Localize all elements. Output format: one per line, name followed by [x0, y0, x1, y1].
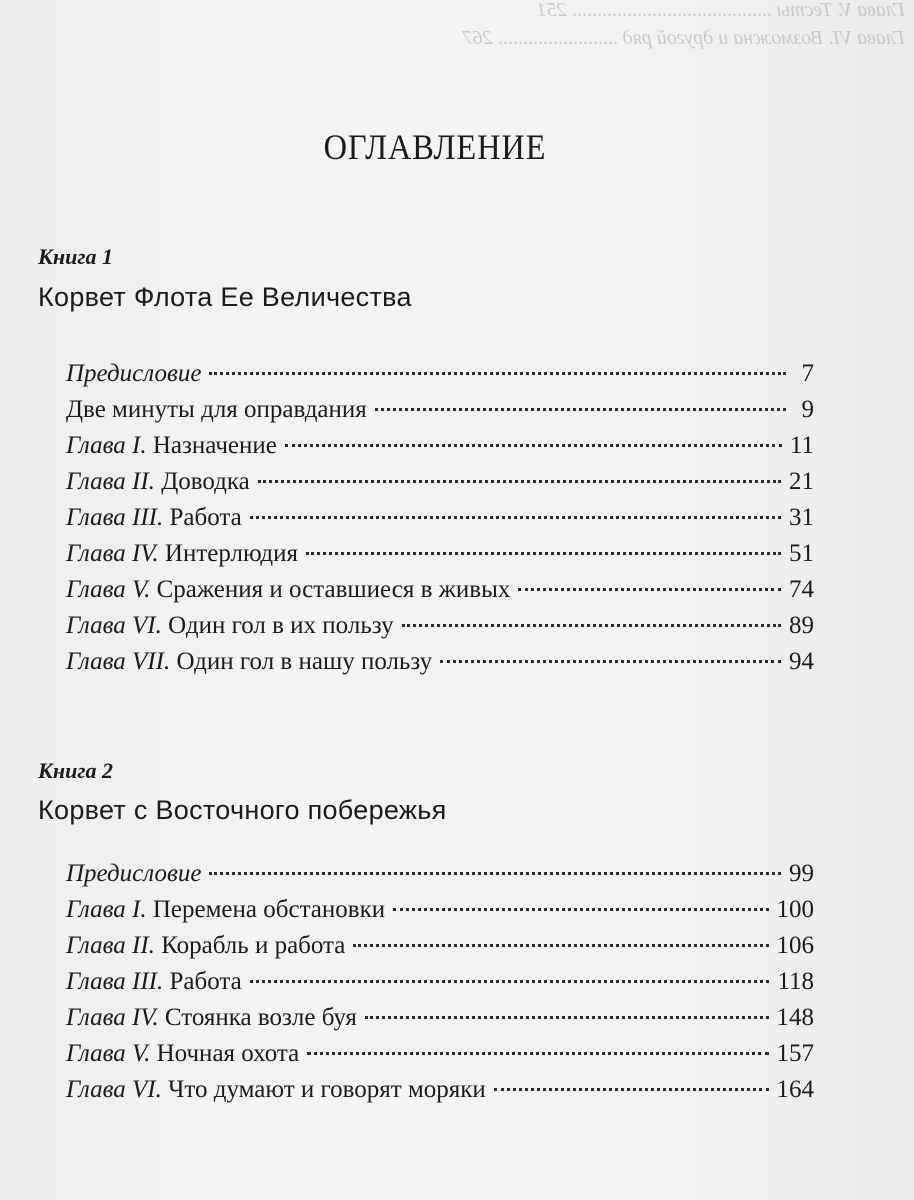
page-title: ОГЛАВЛЕНИЕ: [323, 127, 547, 167]
book-1-title: Корвет Флота Ее Величества: [38, 282, 412, 312]
book-1-label: Книга 1: [38, 244, 113, 269]
dot-leader: [375, 381, 786, 417]
book-2-title: Корвет с Восточного побережья: [38, 795, 447, 825]
entry-label: Глава V. Сражения и оставшиеся в живых: [66, 576, 511, 603]
entry-label: Глава VI. Что думают и говорят моряки: [66, 1076, 486, 1103]
entry-page-number: 106: [776, 932, 814, 959]
entry-label: Глава I. Перемена обстановки: [66, 896, 386, 923]
dot-leader: [258, 453, 781, 489]
dot-leader: [250, 953, 770, 989]
dot-leader: [209, 845, 781, 881]
dot-leader: [402, 597, 781, 633]
book-1-entries: [66, 345, 814, 675]
entry-label: Глава III. Работа: [66, 968, 242, 995]
entry-page-number: 9: [801, 396, 814, 423]
bleed-line: Глава V. Тесты ........................................ 251: [536, 0, 905, 21]
entry-page-number: 118: [777, 968, 814, 995]
dot-leader: [250, 489, 781, 525]
entry-page-number: 11: [789, 432, 814, 459]
entry-page-number: 51: [789, 540, 814, 567]
bleed-through-text: [462, 0, 905, 52]
dot-leader: [494, 1061, 769, 1097]
entry-page-number: 100: [776, 896, 814, 923]
toc-entry[interactable]: [66, 345, 814, 387]
dot-leader: [306, 525, 781, 561]
entry-page-number: 89: [789, 612, 814, 639]
entry-page-number: 74: [789, 576, 814, 603]
entry-label: Две минуты для оправдания: [66, 396, 367, 423]
entry-label: Глава IV. Интерлюдия: [66, 540, 299, 567]
entry-label: Глава II. Доводка: [66, 468, 250, 495]
book-2-label: Книга 2: [38, 758, 113, 783]
entry-label: Глава VII. Один гол в нашу пользу: [66, 648, 433, 675]
entry-label: Глава III. Работа: [66, 504, 242, 531]
entry-label: Глава II. Корабль и работа: [66, 932, 346, 959]
dot-leader: [440, 633, 781, 669]
entry-label: Глава V. Ночная охота: [66, 1040, 300, 1067]
dot-leader: [209, 345, 786, 381]
entry-page-number: 99: [789, 860, 814, 887]
entry-page-number: 157: [776, 1040, 814, 1067]
bleed-line: Глава VI. Возможна и другой ряд ........................ 267: [462, 27, 905, 49]
dot-leader: [353, 917, 768, 953]
entry-page-number: 21: [789, 468, 814, 495]
entry-label: Предисловие: [66, 860, 202, 887]
entry-page-number: 94: [789, 648, 814, 675]
dot-leader: [307, 1025, 768, 1061]
entry-page-number: 31: [789, 504, 814, 531]
entry-page-number: 7: [801, 360, 814, 387]
entry-label: Глава VI. Один гол в их пользу: [66, 612, 394, 639]
dot-leader: [365, 989, 769, 1025]
entry-page-number: 148: [776, 1004, 814, 1031]
dot-leader: [393, 881, 768, 917]
toc-entry[interactable]: [66, 845, 814, 887]
book-2-entries: [66, 845, 814, 1103]
dot-leader: [285, 417, 782, 453]
entry-label: Глава IV. Стоянка возле буя: [66, 1004, 357, 1031]
entry-page-number: 164: [776, 1076, 814, 1103]
dot-leader: [518, 561, 781, 597]
entry-label: Глава I. Назначение: [66, 432, 277, 459]
entry-label: Предисловие: [66, 360, 202, 387]
